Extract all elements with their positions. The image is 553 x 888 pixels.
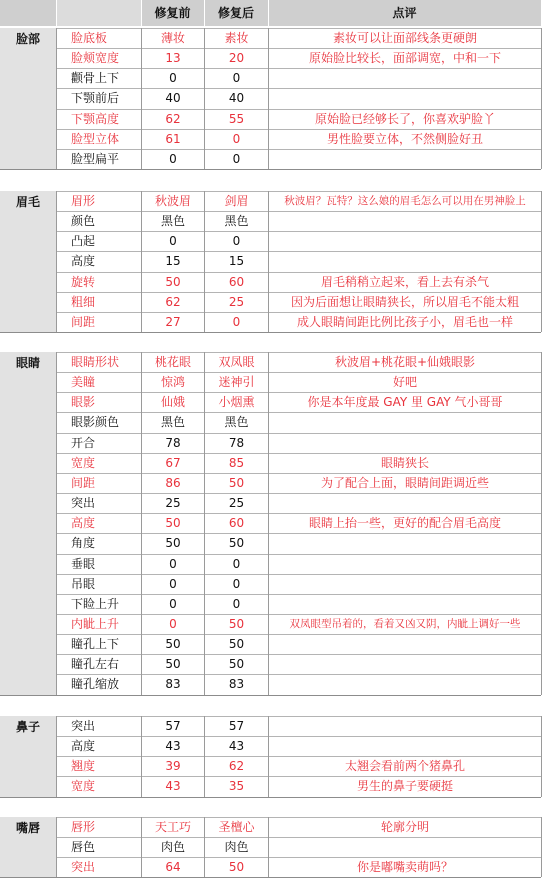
row-comment-cell: 成人眼睛间距比例比孩子小，眉毛也一样 xyxy=(296,314,513,329)
row-comment-cell xyxy=(269,534,541,554)
row-after-cell: 0 xyxy=(232,71,241,86)
row-comment-cell: 素妆可以让面部线条更硬朗 xyxy=(332,31,477,45)
row-comment-cell xyxy=(269,212,541,232)
row-item-cell: 下颚前后 xyxy=(71,91,120,106)
row-comment-cell: 双凤眼型吊着的，看着又凶又阴，内眦上调好一些 xyxy=(289,617,521,630)
row-comment-cell xyxy=(269,69,541,89)
row-item-cell: 突出 xyxy=(71,860,96,875)
row-item-cell: 下颚高度 xyxy=(71,111,120,126)
row-comment-cell xyxy=(269,675,541,695)
row-after-cell: 0 xyxy=(232,234,241,249)
row-comment-cell: 秋波眉+桃花眼+仙娥眼影 xyxy=(334,355,476,369)
row-after-cell: 0 xyxy=(232,556,241,571)
column-divider xyxy=(541,28,542,169)
row-item-cell: 脸颊宽度 xyxy=(71,51,120,66)
row-item-cell: 颧骨上下 xyxy=(71,71,120,86)
section-label: 眉毛 xyxy=(0,191,56,332)
row-after-cell: 素妆 xyxy=(224,31,249,45)
row-item-cell: 瞳孔左右 xyxy=(71,657,120,672)
row-item-cell: 间距 xyxy=(71,475,96,490)
row-comment-cell: 为了配合上面，眼睛间距调近些 xyxy=(320,475,489,490)
row-comment-cell xyxy=(269,434,541,454)
row-comment-cell: 男性脸要立体，不然侧脸好丑 xyxy=(326,131,483,146)
row-after-cell: 78 xyxy=(228,435,245,450)
row-before-cell: 83 xyxy=(165,677,181,692)
row-after-cell: 50 xyxy=(228,657,245,672)
row-comment-cell xyxy=(269,635,541,655)
row-before-cell: 13 xyxy=(165,51,181,66)
row-comment-cell xyxy=(269,252,541,272)
row-before-cell: 50 xyxy=(165,637,181,652)
row-item-cell: 突出 xyxy=(71,719,96,733)
row-after-cell: 剑眉 xyxy=(224,194,249,208)
row-item-cell: 宽度 xyxy=(71,779,96,794)
row-item-cell: 突出 xyxy=(71,496,96,511)
row-item-cell: 粗细 xyxy=(71,294,96,309)
row-item-cell: 唇色 xyxy=(71,840,96,855)
row-comment-cell: 太翘会看前两个猪鼻孔 xyxy=(344,759,465,774)
row-item-cell: 宽度 xyxy=(71,455,96,470)
row-comment-cell xyxy=(269,838,541,858)
header-divider xyxy=(541,0,542,26)
row-item-cell: 脸型立体 xyxy=(71,131,120,146)
row-before-cell: 黑色 xyxy=(160,214,185,229)
row-before-cell: 惊鸿 xyxy=(160,375,185,390)
section-label: 鼻子 xyxy=(0,716,56,797)
row-before-cell: 50 xyxy=(165,516,181,531)
row-after-cell: 0 xyxy=(232,576,241,591)
section-label: 眼睛 xyxy=(0,352,56,695)
row-before-cell: 天工巧 xyxy=(154,820,191,834)
row-before-cell: 62 xyxy=(165,294,181,309)
section-label: 脸部 xyxy=(0,28,56,169)
row-item-cell: 内眦上升 xyxy=(71,616,120,631)
row-comment-cell xyxy=(269,150,541,170)
row-before-cell: 50 xyxy=(165,657,181,672)
row-after-cell: 55 xyxy=(228,111,245,126)
row-comment-cell: 秋波眉？瓦特？这么娘的眉毛怎么可以用在男神脸上 xyxy=(284,195,526,207)
row-after-cell: 迷神引 xyxy=(218,375,255,390)
row-before-cell: 27 xyxy=(165,314,181,329)
row-item-cell: 翘度 xyxy=(71,759,96,774)
row-comment-cell: 你是嘟嘴卖萌吗？ xyxy=(356,860,453,875)
row-item-cell: 眼影颜色 xyxy=(71,415,120,430)
row-before-cell: 67 xyxy=(165,455,181,470)
row-item-cell: 眼睛形状 xyxy=(71,355,120,369)
row-item-cell: 眼影 xyxy=(71,395,96,410)
row-before-cell: 秋波眉 xyxy=(154,194,191,208)
row-comment-cell: 原始脸已经够长了，你喜欢驴脸丫 xyxy=(314,111,495,126)
row-before-cell: 25 xyxy=(165,496,181,511)
row-after-cell: 15 xyxy=(228,254,245,269)
row-comment-cell: 因为后面想让眼睛狭长，所以眉毛不能太粗 xyxy=(290,294,519,309)
row-before-cell: 薄妆 xyxy=(160,31,185,45)
row-before-cell: 62 xyxy=(165,111,181,126)
row-comment-cell: 你是本年度最 GAY 里 GAY 气小哥哥 xyxy=(307,395,503,410)
header-divider xyxy=(204,0,205,26)
row-before-cell: 78 xyxy=(165,435,181,450)
row-before-cell: 0 xyxy=(169,556,177,571)
row-item-cell: 脸型扁平 xyxy=(71,151,120,166)
row-before-cell: 15 xyxy=(165,254,181,269)
row-item-cell: 凸起 xyxy=(71,234,96,249)
row-before-cell: 仙娥 xyxy=(160,395,185,410)
row-item-cell: 眉形 xyxy=(71,194,96,208)
row-before-cell: 肉色 xyxy=(160,840,185,855)
row-before-cell: 0 xyxy=(169,576,177,591)
header-divider xyxy=(56,0,57,26)
row-item-cell: 高度 xyxy=(71,516,96,531)
header-divider xyxy=(141,0,142,26)
row-item-cell: 旋转 xyxy=(71,274,96,289)
header-divider xyxy=(268,0,269,26)
row-item-cell: 高度 xyxy=(71,254,96,269)
row-after-cell: 0 xyxy=(232,314,241,329)
row-after-cell: 小烟熏 xyxy=(218,395,255,410)
row-comment-cell xyxy=(269,494,541,514)
row-item-cell: 垂眼 xyxy=(71,556,96,571)
row-before-cell: 50 xyxy=(165,536,181,551)
row-comment-cell: 眼睛上抬一些，更好的配合眉毛高度 xyxy=(308,516,501,531)
row-after-cell: 圣檀心 xyxy=(218,820,255,834)
row-comment-cell xyxy=(269,717,541,737)
row-item-cell: 下睑上升 xyxy=(71,596,120,611)
row-before-cell: 0 xyxy=(169,596,177,611)
row-after-cell: 0 xyxy=(232,596,241,611)
column-divider xyxy=(541,191,542,332)
row-before-cell: 43 xyxy=(165,779,181,794)
row-after-cell: 83 xyxy=(228,677,245,692)
row-comment-cell: 轮廓分明 xyxy=(380,820,429,834)
row-after-cell: 20 xyxy=(228,51,245,66)
row-after-cell: 25 xyxy=(228,294,245,309)
header-before: 修复前 xyxy=(141,0,204,26)
row-comment-cell: 原始脸比较长，面部调宽，中和一下 xyxy=(308,51,501,66)
row-after-cell: 50 xyxy=(228,616,245,631)
row-item-cell: 脸底板 xyxy=(71,31,108,45)
row-item-cell: 美瞳 xyxy=(71,375,96,390)
row-after-cell: 62 xyxy=(228,759,245,774)
row-item-cell: 唇形 xyxy=(71,820,96,834)
row-before-cell: 0 xyxy=(169,234,177,249)
row-comment-cell xyxy=(269,555,541,575)
row-before-cell: 0 xyxy=(169,151,177,166)
row-after-cell: 60 xyxy=(228,274,245,289)
row-after-cell: 50 xyxy=(228,860,245,875)
row-before-cell: 64 xyxy=(165,860,181,875)
row-after-cell: 50 xyxy=(228,475,245,490)
row-after-cell: 黑色 xyxy=(224,415,249,430)
row-item-cell: 瞳孔缩放 xyxy=(71,677,120,692)
header-item-cell xyxy=(56,0,141,26)
row-after-cell: 25 xyxy=(228,496,245,511)
row-after-cell: 0 xyxy=(232,131,241,146)
row-item-cell: 高度 xyxy=(71,739,96,754)
column-divider xyxy=(541,716,542,797)
row-comment-cell: 眉毛稍稍立起来，看上去有杀气 xyxy=(320,274,489,289)
row-after-cell: 肉色 xyxy=(224,840,249,855)
row-comment-cell xyxy=(269,595,541,615)
row-after-cell: 40 xyxy=(228,91,245,106)
header-after: 修复后 xyxy=(204,0,268,26)
row-comment-cell: 好吧 xyxy=(392,375,417,390)
header-comment: 点评 xyxy=(268,0,541,26)
row-after-cell: 85 xyxy=(228,455,245,470)
column-divider xyxy=(541,352,542,695)
row-before-cell: 39 xyxy=(165,759,181,774)
row-before-cell: 57 xyxy=(165,719,181,733)
row-after-cell: 0 xyxy=(232,151,241,166)
row-before-cell: 黑色 xyxy=(160,415,185,430)
row-comment-cell xyxy=(269,413,541,433)
row-comment-cell xyxy=(269,655,541,675)
row-before-cell: 86 xyxy=(165,475,181,490)
section-label: 嘴唇 xyxy=(0,817,56,877)
row-after-cell: 50 xyxy=(228,637,245,652)
row-item-cell: 间距 xyxy=(71,314,96,329)
header-blank-cell xyxy=(0,0,56,26)
row-before-cell: 61 xyxy=(165,131,181,146)
row-before-cell: 0 xyxy=(169,616,177,631)
row-before-cell: 43 xyxy=(165,739,181,754)
row-comment-cell xyxy=(269,575,541,595)
row-item-cell: 吊眼 xyxy=(71,576,96,591)
row-comment-cell xyxy=(269,89,541,109)
row-before-cell: 0 xyxy=(169,71,177,86)
row-comment-cell xyxy=(269,737,541,757)
row-after-cell: 黑色 xyxy=(224,214,249,229)
row-after-cell: 50 xyxy=(228,536,245,551)
row-after-cell: 35 xyxy=(228,779,245,794)
row-after-cell: 双凤眼 xyxy=(218,355,255,369)
row-before-cell: 40 xyxy=(165,91,181,106)
row-comment-cell: 男生的鼻子要硬挺 xyxy=(356,779,453,794)
row-before-cell: 50 xyxy=(165,274,181,289)
column-divider xyxy=(541,817,542,877)
row-before-cell: 桃花眼 xyxy=(154,355,191,369)
row-item-cell: 颜色 xyxy=(71,214,96,229)
row-comment-cell xyxy=(269,232,541,252)
row-item-cell: 瞳孔上下 xyxy=(71,637,120,652)
row-after-cell: 60 xyxy=(228,516,245,531)
row-after-cell: 43 xyxy=(228,739,245,754)
row-item-cell: 开合 xyxy=(71,435,96,450)
row-comment-cell: 眼睛狭长 xyxy=(380,455,429,470)
row-after-cell: 57 xyxy=(228,719,245,733)
row-item-cell: 角度 xyxy=(71,536,96,551)
